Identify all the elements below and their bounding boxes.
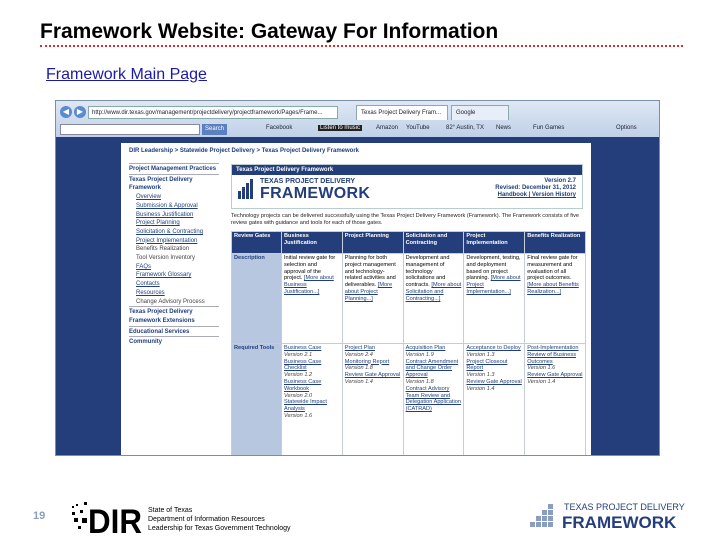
tool-link[interactable]: Review Gate Approval [466,378,522,385]
row-label: Required Tools [232,344,282,457]
nav-item[interactable]: Project Implementation [136,237,198,244]
toolbar-weather[interactable]: 82° Austin, TX [446,125,484,131]
footer-framework-logo [530,500,690,534]
nav-item[interactable]: Texas Project Delivery Framework Extensions [129,306,219,325]
description-text: Development and management of technology solicitations and contracts. [405,255,450,289]
nav-item[interactable]: Framework Glossary [136,272,192,279]
description-cell [403,254,464,344]
toolbar-amazon[interactable]: Amazon [376,125,399,131]
toolbar-facebook[interactable]: Facebook [266,125,293,131]
framework-logo-icon [238,179,258,199]
agency-line: Leadership for Texas Government Technology [148,525,291,532]
dir-logo-text: DIR [88,503,142,536]
web-search-input[interactable] [60,124,200,135]
search-button[interactable]: Search [202,124,227,135]
banner-logo-small: TEXAS PROJECT DELIVERY [260,178,356,185]
handbook-links[interactable]: Handbook | Version History [497,192,576,198]
description-text: Development, testing, and deployment based on project planning. [466,255,521,282]
tab-framework[interactable]: Texas Project Delivery Fram... [356,105,448,120]
tool-version: Version 1.4 [466,385,495,392]
revised-date: Revised: December 31, 2012 [495,185,576,191]
footer-logo-line1: TEXAS PROJECT DELIVERY [564,502,685,512]
nav-item[interactable]: Resources [136,289,165,296]
banner-heading: Texas Project Delivery Framework [232,165,582,175]
agency-block [148,506,291,533]
toolbar-youtube[interactable]: YouTube [406,125,430,131]
tool-version: Version 2.1 [284,351,313,358]
nav-item[interactable]: Submission & Approval [136,202,198,209]
toolbar-news[interactable]: News [496,125,512,131]
tools-cell [464,344,525,457]
framework-bars-icon [530,504,560,532]
breadcrumb[interactable]: DIR Leadership > Statewide Project Delivery > Texas Project Delivery Framework [129,148,359,154]
tool-link[interactable]: Post-Implementation Review of Business Outcomes [527,345,579,365]
more-link[interactable]: [More about Benefits Realization...] [527,282,579,295]
tool-link[interactable]: Acceptance to Deploy [466,345,521,351]
nav-item[interactable]: Educational Services [129,326,219,337]
tool-link[interactable]: Monitoring Report [344,358,390,365]
tool-version: Version 1.3 [466,351,495,358]
version-label: Version 2.7 [544,178,576,184]
nav-item[interactable]: Project Planning [136,220,180,227]
left-nav [129,163,219,347]
banner-logo-big: FRAMEWORK [260,185,371,202]
description-text: Final review gate for measurement and evaluation of all project outcomes. [527,255,578,282]
title-divider [40,45,683,47]
description-cell [342,254,403,344]
nav-item[interactable]: FAQs [136,263,152,270]
tool-link[interactable]: Business Case [284,345,322,351]
description-text: Initial review gate for selection and approval of the project. [284,255,336,282]
tools-cell [525,344,586,457]
nav-item[interactable]: Overview [136,194,162,201]
nav-item[interactable]: Project Management Practices [129,163,219,174]
dir-logo-icon [72,500,144,536]
tool-version: Version 1.9 [405,351,434,358]
tools-cell [282,344,343,457]
tool-version: Version 1.3 [466,372,495,379]
tool-version: Version 1.8 [405,378,434,385]
tool-version: Version 1.6 [527,365,556,372]
agency-line: State of Texas [148,507,193,514]
tool-link[interactable]: Review Gate Approval [344,372,401,379]
tool-link[interactable]: Project Closeout Report [466,358,508,372]
tool-version: Version 2.0 [284,392,313,399]
bookmarks-toolbar [56,122,659,137]
tool-version: Version 1.8 [344,365,373,372]
review-gates-table [231,231,586,456]
tool-link[interactable]: Business Case Checklist [284,358,322,372]
description-cell [525,254,586,344]
header-cell[interactable]: Project Planning [342,232,403,254]
framework-page [121,143,591,456]
footer-logo-line2: FRAMEWORK [562,513,677,532]
tool-link[interactable]: Contract Advisory Team Review and Delegation Application (CATRAD) [405,385,461,413]
table-header-row [232,232,586,254]
forward-icon[interactable]: ▶ [74,106,86,118]
tool-link[interactable]: Business Case Workbook [284,378,322,392]
row-label: Description [232,254,282,344]
more-link[interactable]: [More about Business Justification...] [284,275,334,295]
more-link[interactable]: [More about Project Planning...] [344,282,393,302]
nav-item[interactable]: Change Advisory Process [136,298,205,305]
intro-text: Technology projects can be delivered successfully using the Texas Project Delivery Framework (Framework). The Framework consists of five review gates with guidance and tools for each of those gates. [231,213,579,226]
description-cell [282,254,343,344]
framework-banner [231,164,583,209]
nav-item[interactable]: Texas Project Delivery Framework [129,174,219,193]
tool-version: Version 1.6 [284,412,313,419]
tool-link[interactable]: Acquisition Plan [405,345,446,351]
nav-item[interactable]: Benefits Realization [136,246,190,253]
nav-item[interactable]: Community [129,336,219,347]
tab-google[interactable]: Google [451,105,509,120]
toolbar-music[interactable]: Listen to music [320,125,361,131]
header-cell[interactable]: Business Justification [282,232,343,254]
browser-screenshot [55,100,660,456]
description-text: Planning for both project management and technology-related activities and deliverables. [344,255,396,289]
tool-version: Version 1.2 [284,372,313,379]
tool-link[interactable]: Contract Amendment and Change Order Approval [405,358,459,379]
table-row [232,254,586,344]
tool-version: Version 1.4 [344,378,373,385]
description-cell [464,254,525,344]
nav-item[interactable]: Contacts [136,281,160,288]
back-icon[interactable]: ◀ [60,106,72,118]
tool-link[interactable]: Statewide Impact Analysis [284,399,327,413]
tools-cell [403,344,464,457]
page-viewport [56,137,659,456]
toolbar-options[interactable]: Options [616,125,637,131]
nav-item[interactable]: Tool Version Inventory [136,255,196,262]
tool-link[interactable]: Project Plan [344,345,375,351]
header-cell[interactable]: Solicitation and Contracting [403,232,464,254]
nav-item[interactable]: Solicitation & Contracting [136,228,204,235]
nav-item[interactable]: Business Justification [136,211,194,218]
browser-chrome [56,101,659,137]
table-row [232,344,586,457]
tool-link[interactable]: Review Gate Approval [527,372,583,379]
tool-version: Version 2.4 [344,351,373,358]
page-number: 19 [33,510,46,522]
tool-version: Version 1.4 [527,378,556,385]
agency-line: Department of Information Resources [148,516,265,523]
framework-main-page-link[interactable]: Framework Main Page [46,66,207,83]
toolbar-fun-games[interactable]: Fun Games [533,125,565,131]
header-cell: Review Gates [232,232,282,254]
tools-cell [342,344,403,457]
more-link[interactable]: [More about Solicitation and Contracting...] [405,282,462,302]
slide-title: Framework Website: Gateway For Information [40,20,499,43]
address-bar[interactable]: http://www.dir.texas.gov/management/projectdelivery/projectframework/Pages/Frame... [88,106,338,119]
header-cell[interactable]: Benefits Realization [525,232,586,254]
banner-version-block [495,178,576,199]
more-link[interactable]: [More about Project Implementation...] [466,275,521,295]
header-cell[interactable]: Project Implementation [464,232,525,254]
